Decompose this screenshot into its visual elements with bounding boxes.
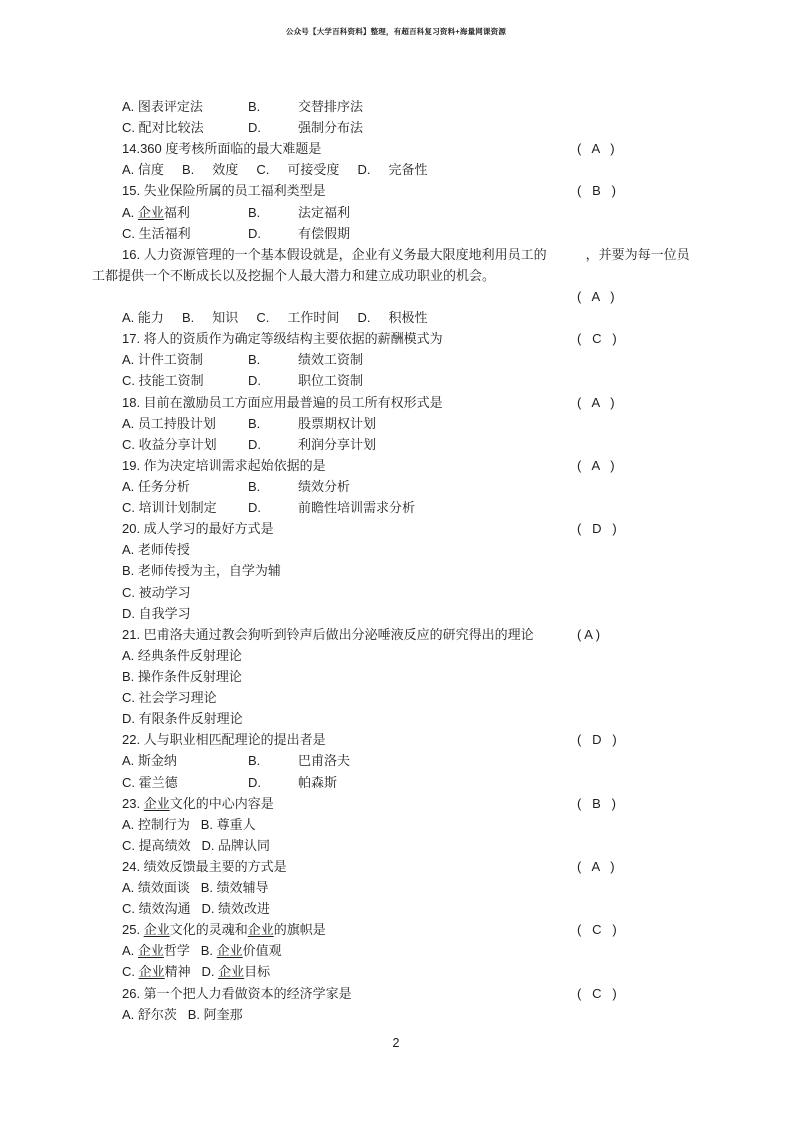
answer-marker: ( A ) <box>577 394 615 410</box>
line-text: C. 企业精神 D. 企业目标 <box>122 964 271 980</box>
exam-line <box>122 983 682 1004</box>
option-cell: C. 霍兰德 <box>122 774 178 790</box>
exam-line <box>122 961 682 982</box>
answer-marker: ( C ) <box>577 331 617 347</box>
line-text: D. 有限条件反射理论 <box>122 711 243 727</box>
exam-line <box>122 708 682 729</box>
option-cell: C. 收益分享计划 <box>122 436 217 452</box>
line-text: 14.360 度考核所面临的最大难题是 <box>122 141 322 157</box>
option-cell: B. <box>248 478 261 494</box>
line-text: 19. 作为决定培训需求起始依据的是 <box>122 457 326 473</box>
answer-marker: ( A ) <box>577 288 615 304</box>
answer-marker: ( D ) <box>577 732 617 748</box>
exam-line <box>122 370 682 391</box>
option-cell: 法定福利 <box>298 204 351 220</box>
exam-line <box>122 624 682 645</box>
exam-line <box>122 392 682 413</box>
line-text: A. 经典条件反射理论 <box>122 647 242 663</box>
answer-marker: ( A ) <box>577 457 615 473</box>
option-cell: 绩效工资制 <box>298 352 364 368</box>
exam-line <box>122 666 682 687</box>
line-text: 25. 企业文化的灵魂和企业的旗帜是 <box>122 922 326 938</box>
exam-line <box>122 518 682 539</box>
exam-body <box>92 96 690 1025</box>
line-text: C. 提高绩效 D. 品牌认同 <box>122 837 271 853</box>
line-text: C. 绩效沟通 D. 绩效改进 <box>122 901 271 917</box>
option-cell: D. <box>248 774 261 790</box>
exam-line <box>122 117 682 138</box>
line-text: 15. 失业保险所属的员工福利类型是 <box>122 183 326 199</box>
option-cell: A. 任务分析 <box>122 478 190 494</box>
line-text: 工都提供一个不断成长以及挖掘个人最大潜力和建立成功职业的机会。 <box>92 267 496 283</box>
line-text: A. 企业哲学 B. 企业价值观 <box>122 943 282 959</box>
answer-marker: ( D ) <box>577 521 617 537</box>
line-text: D. 自我学习 <box>122 605 191 621</box>
exam-line <box>122 603 682 624</box>
answer-marker: ( B ) <box>577 183 616 199</box>
exam-line <box>122 455 682 476</box>
exam-line <box>122 349 682 370</box>
exam-line <box>122 96 682 117</box>
answer-marker: ( C ) <box>577 985 617 1001</box>
option-cell: D. <box>248 120 261 136</box>
exam-line <box>122 835 682 856</box>
option-cell: 强制分布法 <box>298 120 364 136</box>
exam-line <box>122 940 682 961</box>
line-text: A. 控制行为 B. 尊重人 <box>122 816 256 832</box>
exam-line <box>122 814 682 835</box>
exam-line <box>122 180 682 201</box>
option-cell: 帕森斯 <box>298 774 338 790</box>
line-text: A. 信度 B. 效度 C. 可接受度 D. 完备性 <box>122 162 428 178</box>
watermark-header: 公众号【大学百科资料】整理，有超百科复习资料+海量网课资源 <box>285 27 507 36</box>
option-cell: 有偿假期 <box>298 225 351 241</box>
exam-line <box>122 476 682 497</box>
option-cell: C. 生活福利 <box>122 225 191 241</box>
exam-line <box>122 1004 682 1025</box>
exam-line <box>122 898 682 919</box>
answer-marker: ( A ) <box>577 626 601 642</box>
exam-line <box>122 138 682 159</box>
exam-line <box>122 729 682 750</box>
option-cell: B. <box>248 753 261 769</box>
line-text: C. 被动学习 <box>122 584 191 600</box>
exam-line <box>122 772 682 793</box>
option-cell: B. <box>248 415 261 431</box>
exam-line <box>122 159 682 180</box>
exam-line <box>122 793 682 814</box>
option-cell: 前瞻性培训需求分析 <box>298 500 416 516</box>
option-cell: A. 企业福利 <box>122 204 190 220</box>
line-text: 20. 成人学习的最好方式是 <box>122 521 274 537</box>
answer-marker: ( C ) <box>577 922 617 938</box>
exam-line <box>122 750 682 771</box>
line-text: A. 舒尔茨 B. 阿奎那 <box>122 1006 243 1022</box>
line-text: 17. 将人的资质作为确定等级结构主要依据的薪酬模式为 <box>122 331 443 347</box>
option-cell: 股票期权计划 <box>298 415 377 431</box>
option-cell: C. 配对比较法 <box>122 120 204 136</box>
answer-marker: ( A ) <box>577 858 615 874</box>
option-cell: A. 员工持股计划 <box>122 415 216 431</box>
option-cell: 利润分享计划 <box>298 436 377 452</box>
option-cell: A. 斯金纳 <box>122 753 177 769</box>
exam-line <box>92 265 682 286</box>
answer-marker: ( A ) <box>577 141 615 157</box>
option-cell: 绩效分析 <box>298 478 351 494</box>
exam-line <box>122 856 682 877</box>
exam-line <box>122 328 682 349</box>
exam-line <box>122 244 690 265</box>
line-text: 23. 企业文化的中心内容是 <box>122 795 274 811</box>
line-text: A. 能力 B. 知识 C. 工作时间 D. 积极性 <box>122 310 428 326</box>
option-cell: C. 培训计划制定 <box>122 500 217 516</box>
option-cell: 巴甫洛夫 <box>298 753 351 769</box>
line-text: C. 社会学习理论 <box>122 690 217 706</box>
exam-line <box>122 223 682 244</box>
option-cell: D. <box>248 500 261 516</box>
exam-line <box>122 687 682 708</box>
option-cell: B. <box>248 204 261 220</box>
option-cell: A. 图表评定法 <box>122 99 203 114</box>
exam-line <box>122 560 682 581</box>
option-cell: B. <box>248 99 261 114</box>
line-text: B. 操作条件反射理论 <box>122 668 242 684</box>
option-cell: D. <box>248 436 261 452</box>
option-cell: D. <box>248 373 261 389</box>
option-cell: C. 技能工资制 <box>122 373 204 389</box>
option-cell: 职位工资制 <box>298 373 364 389</box>
exam-line <box>122 413 682 434</box>
answer-line <box>122 286 682 307</box>
line-text: A. 绩效面谈 B. 绩效辅导 <box>122 880 269 896</box>
line-text: 24. 绩效反馈最主要的方式是 <box>122 858 287 874</box>
exam-line <box>122 307 682 328</box>
option-cell: 交替排序法 <box>298 99 364 114</box>
line-text: 22. 人与职业相匹配理论的提出者是 <box>122 732 326 748</box>
page-number: 2 <box>392 1036 400 1050</box>
line-text: 16. 人力资源管理的一个基本假设就是，企业有义务最大限度地利用员工的 ，并要为每一位员 <box>122 246 690 262</box>
line-text: 18. 目前在激励员工方面应用最普遍的员工所有权形式是 <box>122 394 443 410</box>
exam-line <box>122 877 682 898</box>
exam-line <box>122 539 682 560</box>
option-cell: D. <box>248 225 261 241</box>
line-text: B. 老师传授为主，自学为辅 <box>122 563 281 579</box>
exam-line <box>122 202 682 223</box>
answer-marker: ( B ) <box>577 795 616 811</box>
exam-line <box>122 919 682 940</box>
line-text: 26. 第一个把人力看做资本的经济学家是 <box>122 985 352 1001</box>
exam-line <box>122 582 682 603</box>
line-text: 21. 巴甫洛夫通过教会狗听到铃声后做出分泌唾液反应的研究得出的理论 <box>122 626 534 642</box>
line-text: A. 老师传授 <box>122 542 190 558</box>
exam-line <box>122 497 682 518</box>
option-cell: B. <box>248 352 261 368</box>
option-cell: A. 计件工资制 <box>122 352 203 368</box>
exam-line <box>122 434 682 455</box>
exam-line <box>122 645 682 666</box>
